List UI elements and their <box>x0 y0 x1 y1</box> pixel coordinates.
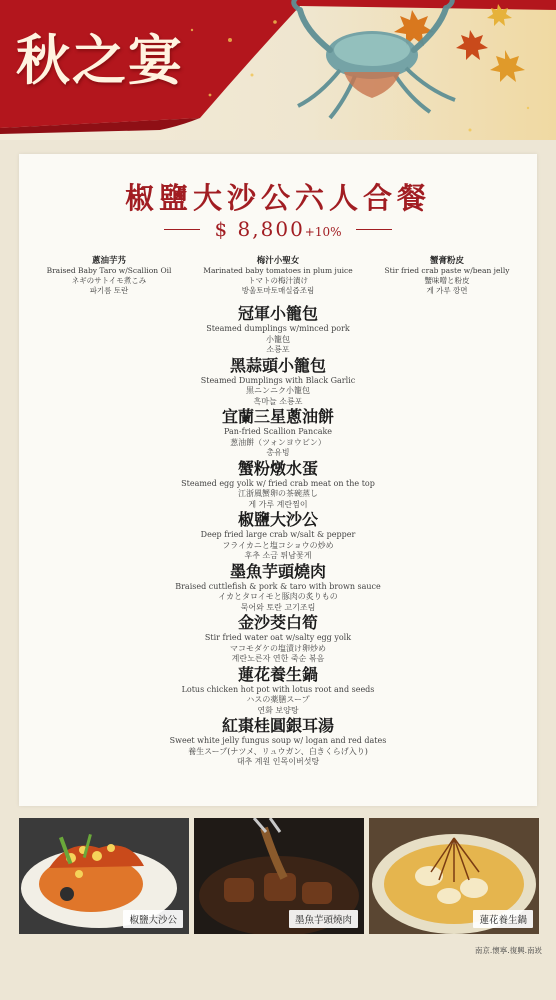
dish-name: 金沙茭白筍 <box>237 613 318 632</box>
dish-ko: 소룡포 <box>266 345 290 354</box>
divider <box>356 229 392 230</box>
dish-en: Stir fried water oat w/salty egg yolk <box>204 633 352 642</box>
dish-item <box>19 510 537 562</box>
photo-label: 墨魚芋頭燒肉 <box>289 910 358 928</box>
dish-ko: 묵어와 토란 고기조림 <box>240 602 316 612</box>
dish-photos <box>19 818 539 934</box>
starter-ko: 방울토마토매실즙조림 <box>241 286 315 295</box>
dish-jp: マコモダケの塩漬け卵炒め <box>230 643 326 653</box>
photo-label: 椒鹽大沙公 <box>123 910 183 928</box>
maple-leaf-icon <box>394 4 525 82</box>
price-row <box>19 217 537 241</box>
starter-jp: トマトの梅汁漬け <box>248 276 308 285</box>
banner-title: 秋之宴 <box>16 28 184 92</box>
starter-item <box>192 256 364 296</box>
menu-card <box>19 154 537 806</box>
dish-ko: 흑마늘 소룡포 <box>253 396 303 406</box>
starter-jp: ネギのサトイモ煮こみ <box>71 276 147 285</box>
photo-crab <box>19 818 189 934</box>
service-charge: +10% <box>304 225 342 239</box>
dish-jp: イカとタロイモと豚肉の炙りもの <box>218 592 338 601</box>
dish-ko: 게 가루 계란찜이 <box>248 499 308 509</box>
dish-jp: 葱油餅（ツォンヨウビン） <box>230 437 326 447</box>
dish-item <box>19 304 537 356</box>
starter-ko: 게 가루 깡면 <box>426 286 468 295</box>
photo-lotus <box>369 818 539 934</box>
dish-en: Steamed dumplings w/minced pork <box>206 324 350 333</box>
starter-name: 蟹膏粉皮 <box>429 256 464 266</box>
starter-en: Braised Baby Taro w/Scallion Oil <box>46 266 172 275</box>
dish-jp: 小籠包 <box>266 334 290 344</box>
dish-ko: 대추 계원 인목이버섯탕 <box>236 757 320 766</box>
starter-item <box>23 256 195 296</box>
dish-ko: 후추 소금 튀남꽃게 <box>244 551 312 560</box>
dish-item <box>19 613 537 665</box>
dish-jp: 養生スープ(ナツメ、リュウガン、白きくらげ入り) <box>188 746 368 756</box>
dish-ko: 연화 보양탕 <box>257 705 299 715</box>
dish-en: Sweet white jelly fungus soup w/ logan and red dates <box>169 736 387 745</box>
dish-en: Pan-fried Scallion Pancake <box>223 427 333 436</box>
dish-name: 宜蘭三星蔥油餅 <box>221 407 334 426</box>
autumn-banner <box>0 0 556 140</box>
dish-name: 蟹粉燉水蛋 <box>237 458 318 478</box>
dish-ko: 총유빙 <box>266 448 290 457</box>
dish-ko: 계란노른자 연한 죽순 볶음 <box>231 654 325 663</box>
dish-name: 冠軍小籠包 <box>237 304 318 323</box>
main-dishes <box>19 304 537 768</box>
photo-cuttlefish <box>194 818 364 934</box>
dish-jp: ハスの薬膳スープ <box>246 695 310 704</box>
starter-item <box>361 256 533 296</box>
starter-dishes <box>19 256 537 304</box>
starter-name: 梅汁小聖女 <box>256 256 300 266</box>
dish-item <box>19 459 537 511</box>
dish-name: 紅棗桂圓銀耳湯 <box>221 716 334 735</box>
photo-label: 蓮花養生鍋 <box>473 910 533 928</box>
dish-name: 墨魚芋頭燒肉 <box>229 561 326 581</box>
price-value: $ 8,800 <box>214 217 305 241</box>
starter-en: Marinated baby tomatoes in plum juice <box>203 266 353 275</box>
starter-jp: 蟹味噌と粉皮 <box>424 276 470 285</box>
dish-en: Steamed Dumplings with Black Garlic <box>200 375 356 385</box>
dish-item <box>19 356 537 408</box>
divider <box>164 229 200 230</box>
dish-en: Braised cuttlefish & pork & taro with brown sauce <box>175 581 381 591</box>
starter-ko: 파기름 토란 <box>89 286 129 295</box>
branch-locations: 南京.懷寧.復興.南崁 <box>474 946 542 955</box>
dish-en: Deep fried large crab w/salt & pepper <box>200 530 356 539</box>
dish-item <box>19 716 537 768</box>
set-menu-title: 椒鹽大沙公六人合餐 <box>124 181 431 215</box>
crab-illustration <box>294 0 455 118</box>
dish-item <box>19 407 537 459</box>
dish-item <box>19 562 537 614</box>
dish-jp: 黒ニンニク小籠包 <box>246 386 310 395</box>
dish-name: 黑蒜頭小籠包 <box>229 355 326 375</box>
dish-en: Steamed egg yolk w/ fried crab meat on the top <box>181 478 375 488</box>
dish-name: 椒鹽大沙公 <box>237 510 318 529</box>
starter-en: Stir fried crab paste w/bean jelly <box>384 266 510 275</box>
dish-jp: 江浙風蟹卵の茶碗蒸し <box>238 489 318 498</box>
starter-name: 蔥油芋艿 <box>91 256 126 266</box>
dish-jp: フライカニと塩コショウの炒め <box>222 540 334 550</box>
dish-item <box>19 665 537 717</box>
dish-name: 蓮花養生鍋 <box>237 664 318 684</box>
dish-en: Lotus chicken hot pot with lotus root and seeds <box>181 684 375 694</box>
